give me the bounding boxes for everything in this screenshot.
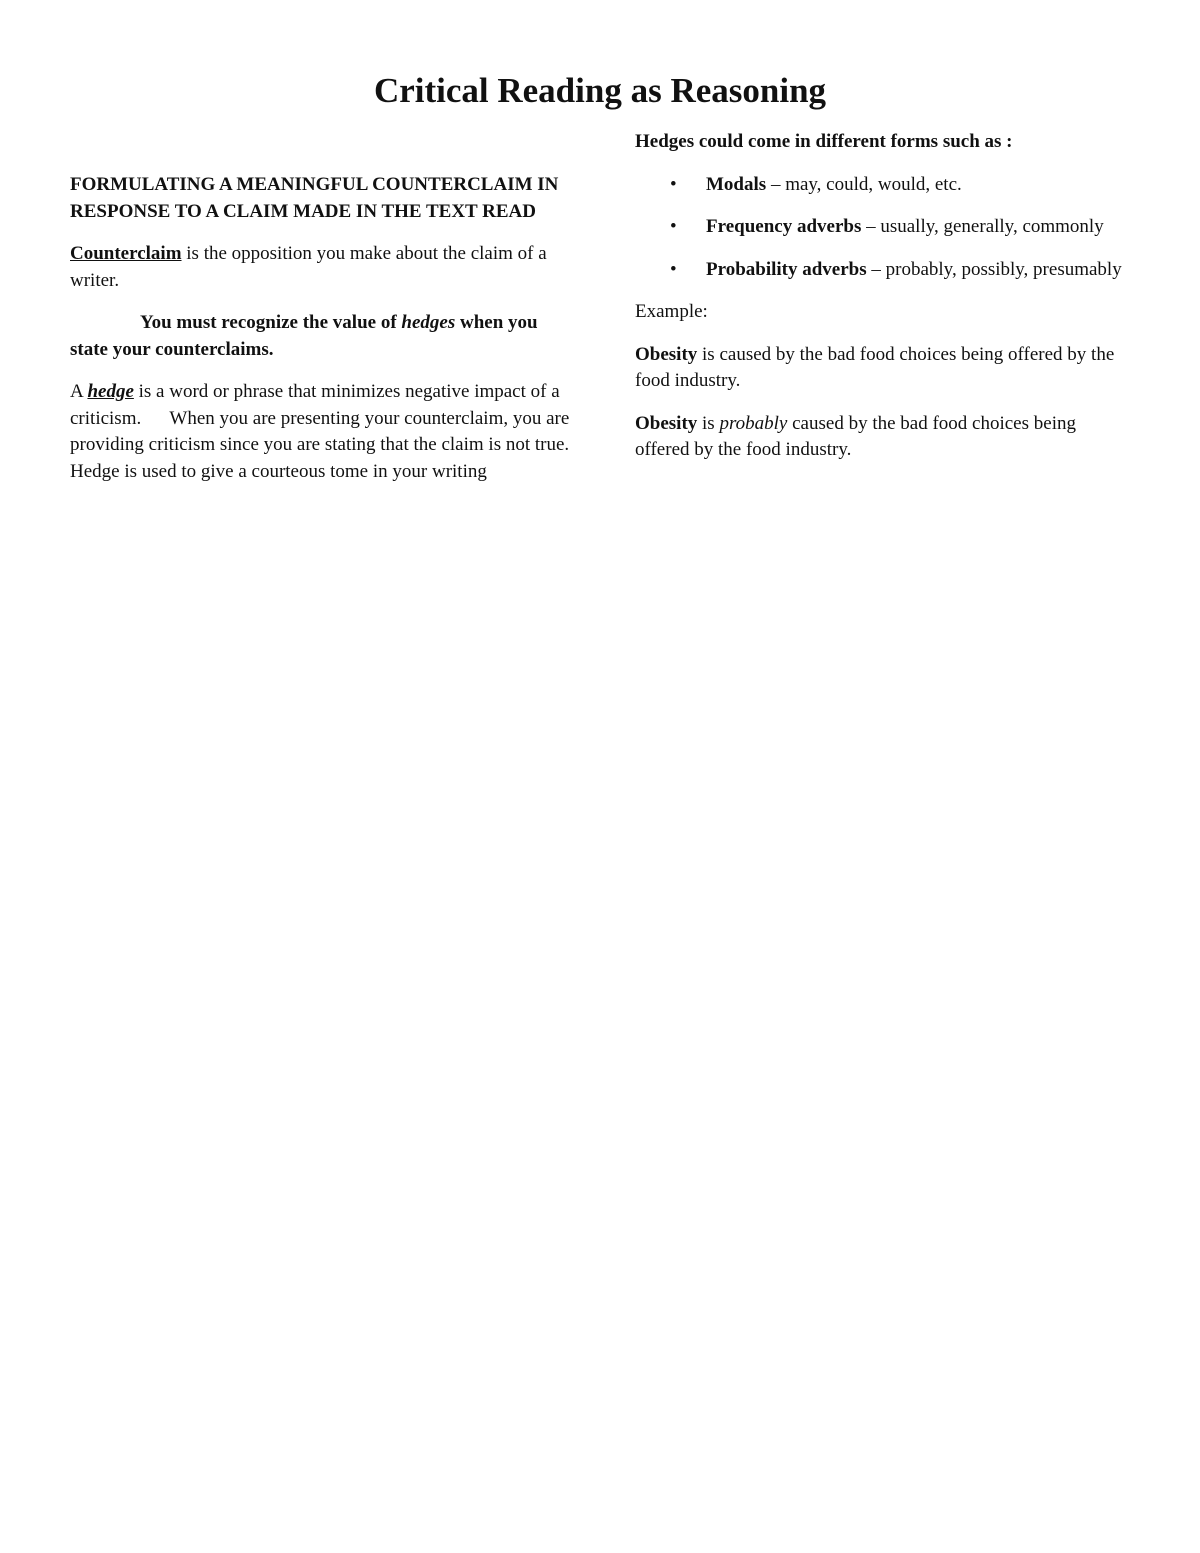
counterclaim-definition: is the opposition you make about the claim of a writer. [70,243,547,291]
list-item [635,172,1135,199]
counterclaim-paragraph [70,241,570,294]
example-subject: Obesity [635,412,698,434]
example-subject: Obesity [635,343,698,365]
bullet-icon: • [670,173,677,195]
recognize-text-end: when you state your counterclaims. [70,312,538,360]
hedge-form-term: Modals [706,173,767,195]
section-heading: FORMULATING A MEANINGFUL COUNTERCLAIM IN RESPONSE TO A CLAIM MADE IN THE TEXT READ [70,174,559,222]
example-text: caused by the bad food choices being offered by the food industry. [635,412,1076,460]
example-label: Example: [635,301,708,322]
bullet-icon: • [670,258,677,280]
example-sentence-2 [635,411,1135,464]
recognize-text-start: You must recognize the value of [140,312,402,333]
hedge-term: hedge [87,381,134,402]
left-column [70,172,575,501]
example-hedge-word: probably [719,412,788,434]
recognize-hedges-note [70,310,570,363]
example-sentence-1 [635,342,1135,395]
hedge-form-term: Frequency adverbs [706,216,862,237]
example-text-is: is [697,412,720,434]
hedge-definition: is a word or phrase that minimizes negative impact of a criticism. When you are presenting your counterclaim, you are providing criticism since you are stating that the claim is not true. Hedge is used to give a courteous tome in your writing [70,381,575,482]
bullet-icon: • [670,216,677,237]
hedge-article: A [70,381,88,402]
hedge-forms-list [635,172,1135,284]
example-text: is caused by the bad food choices being offered by the food industry. [635,343,1115,391]
hedge-form-examples: – usually, generally, commonly [861,216,1104,237]
hedge-form-examples: – may, could, would, etc. [766,173,962,195]
right-column [635,129,1135,480]
hedge-forms-intro: Hedges could come in different forms such as : [635,131,1013,152]
hedge-definition-paragraph [70,379,575,485]
list-item [635,257,1135,284]
hedge-form-examples: – probably, possibly, presumably [866,258,1122,280]
page-title: Critical Reading as Reasoning [373,71,827,110]
list-item [635,214,1135,241]
hedge-form-term: Probability adverbs [706,258,867,280]
counterclaim-term: Counterclaim [70,243,182,264]
hedges-emphasis: hedges [401,312,456,333]
